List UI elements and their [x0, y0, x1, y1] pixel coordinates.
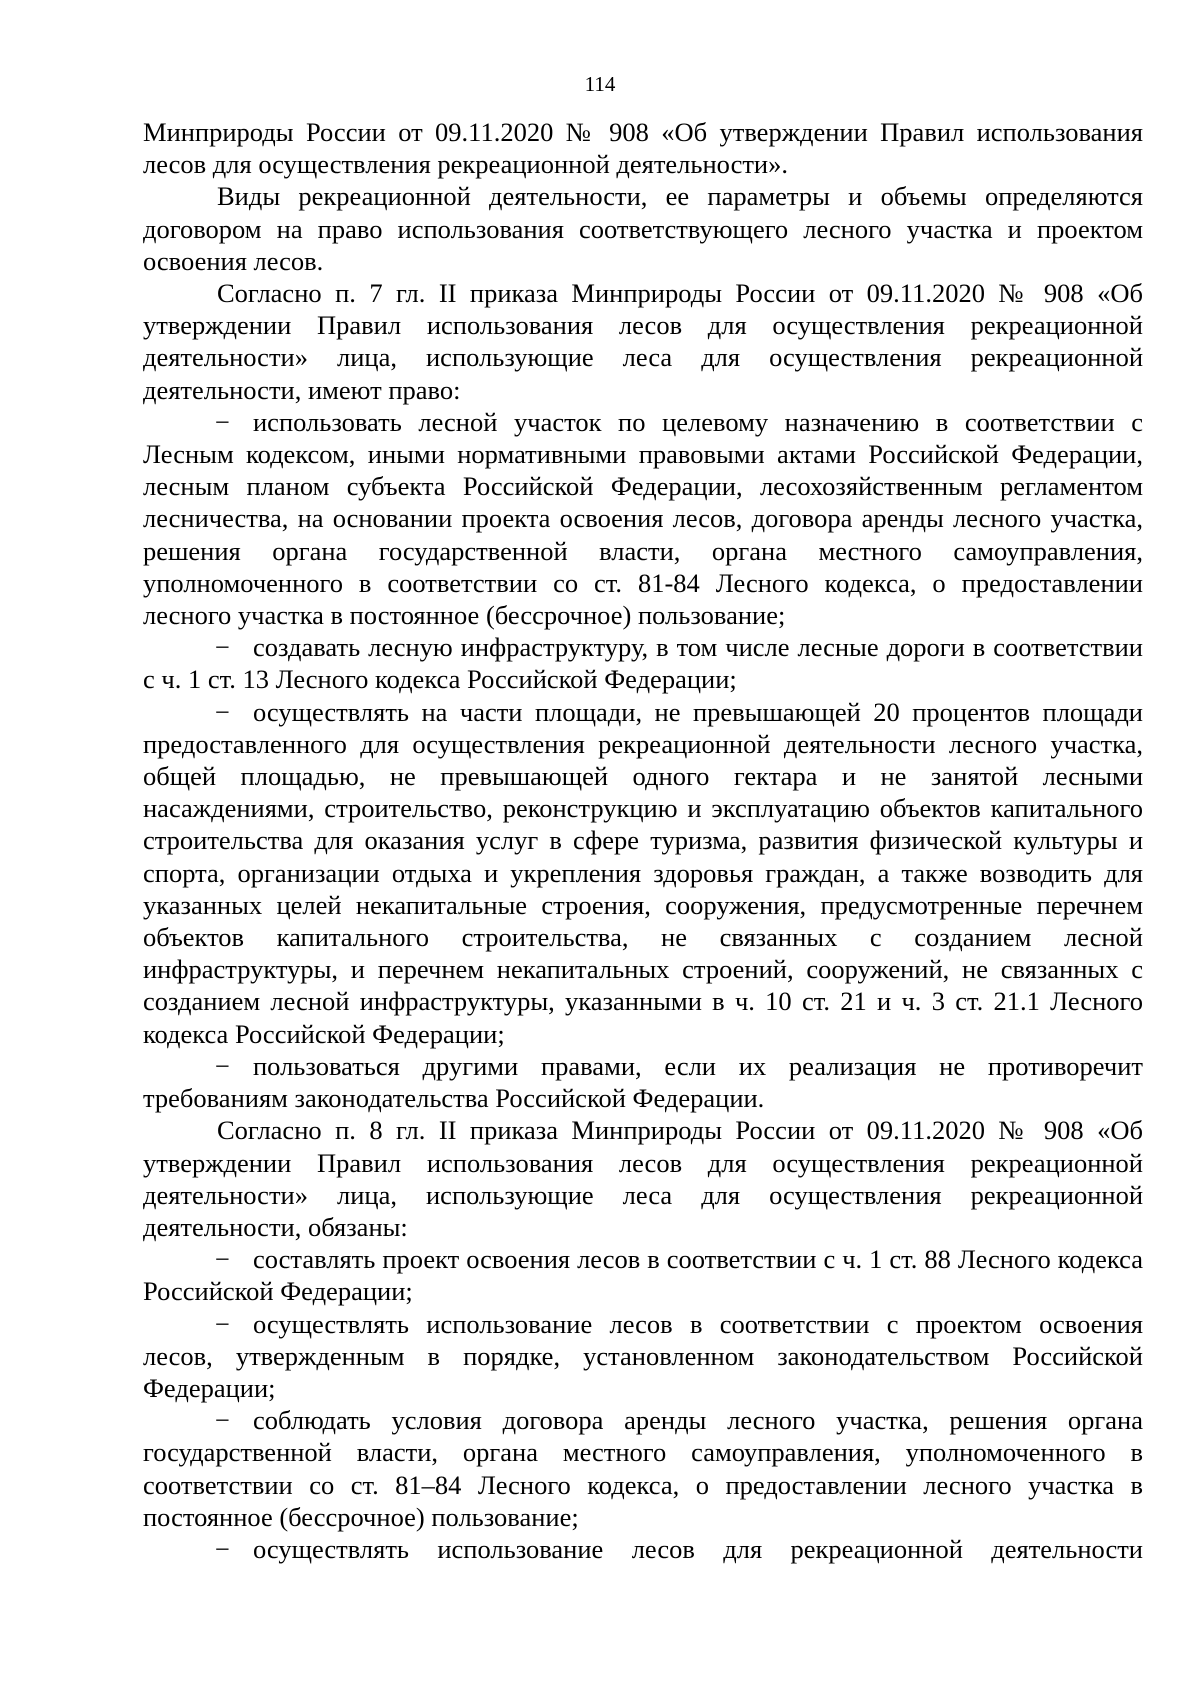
list-item-text: составлять проект освоения лесов в соответствии с ч. 1 ст. 88 Лесного кодекса Российской Федерации; — [143, 1244, 1143, 1307]
list-item-text: осуществлять использование лесов в соответствии с проектом освоения лесов, утвержденным в порядке, установленном законодательством Российской Федерации; — [143, 1308, 1143, 1403]
dash-bullet: − — [215, 696, 230, 727]
list-item-text: создавать лесную инфраструктуру, в том числе лесные дороги в соответствии с ч. 1 ст. 13 Лесного кодекса Российской Федерации; — [143, 632, 1143, 695]
paragraph-rights-intro: Согласно п. 7 гл. II приказа Минприроды России от 09.11.2020 № 908 «Об утверждении Правил использования лесов для осуществления рекреационной деятельности» лица, использующие леса для осуществления рекреационной деятельности, имеют право: — [143, 278, 1143, 405]
paragraph-recreation-types: Виды рекреационной деятельности, ее параметры и объемы определяются договором на право использования соответствующего лесного участка и проектом освоения лесов. — [143, 181, 1143, 276]
dash-bullet: − — [215, 1308, 230, 1339]
list-item-text: использовать лесной участок по целевому назначению в соответствии с Лесным кодексом, иными нормативными правовыми актами Российской Федерации, лесным планом субъекта Российской Федерации, лесохозяйственным регламентом лесничества, на основании проекта освоения лесов, договора аренды лесного участка, решения органа государственной власти, органа местного самоуправления, уполномоченного в соответствии со ст. 81-84 Лесного кодекса, о предоставлении лесного участка в постоянное (бессрочное) пользование; — [143, 406, 1143, 631]
list-item-text: пользоваться другими правами, если их реализация не противоречит требованиям законодательства Российской Федерации. — [143, 1050, 1143, 1114]
dash-bullet: − — [215, 406, 230, 437]
paragraph-continuation: Минприроды России от 09.11.2020 № 908 «Об утверждении Правил использования лесов для осуществления рекреационной деятельности». — [143, 117, 1143, 180]
dash-bullet: − — [215, 1405, 230, 1436]
dash-bullet: − — [215, 1533, 230, 1564]
list-item-duty-contract-terms — [143, 1404, 1143, 1533]
list-item-right-infrastructure — [143, 631, 1143, 695]
dash-bullet: − — [215, 1050, 230, 1081]
document-body — [143, 116, 1143, 1565]
list-item-text: осуществлять использование лесов для рекреационной деятельности — [253, 1533, 1143, 1564]
list-item-right-other — [143, 1050, 1143, 1114]
list-item-text: осуществлять на части площади, не превышающей 20 процентов площади предоставленного для осуществления рекреационной деятельности лесного участка, общей площадью, не превышающей одного гектара и не занятой лесными насаждениями, строительство, реконструкцию и эксплуатацию объектов капитального строительства для оказания услуг в сфере туризма, развития физической культуры и спорта, организации отдыха и укрепления здоровья граждан, а также возводить для указанных целей некапитальные строения, сооружения, предусмотренные перечнем объектов капитального строительства, не связанных с созданием лесной инфраструктуры, и перечнем некапитальных строений, сооружений, не связанных с созданием лесной инфраструктуры, указанными в ч. 10 ст. 21 и ч. 3 ст. 21.1 Лесного кодекса Российской Федерации; — [143, 696, 1143, 1049]
dash-bullet: − — [215, 1244, 230, 1275]
list-item-duty-use-per-project — [143, 1308, 1143, 1405]
list-item-right-construction — [143, 696, 1143, 1050]
dash-bullet: − — [215, 632, 230, 663]
list-item-duty-project — [143, 1243, 1143, 1307]
page-number: 114 — [584, 72, 616, 96]
paragraph-obligations-intro: Согласно п. 8 гл. II приказа Минприроды России от 09.11.2020 № 908 «Об утверждении Правил использования лесов для осуществления рекреационной деятельности» лица, использующие леса для осуществления рекреационной деятельности, обязаны: — [143, 1115, 1143, 1242]
list-item-right-use-plot — [143, 406, 1143, 631]
list-item-duty-recreation-use — [143, 1533, 1143, 1565]
list-item-text: соблюдать условия договора аренды лесного участка, решения органа государственной власти, органа местного самоуправления, уполномоченного в соответствии со ст. 81–84 Лесного кодекса, о предоставлении лесного участка в постоянное (бессрочное) пользование; — [143, 1405, 1143, 1532]
